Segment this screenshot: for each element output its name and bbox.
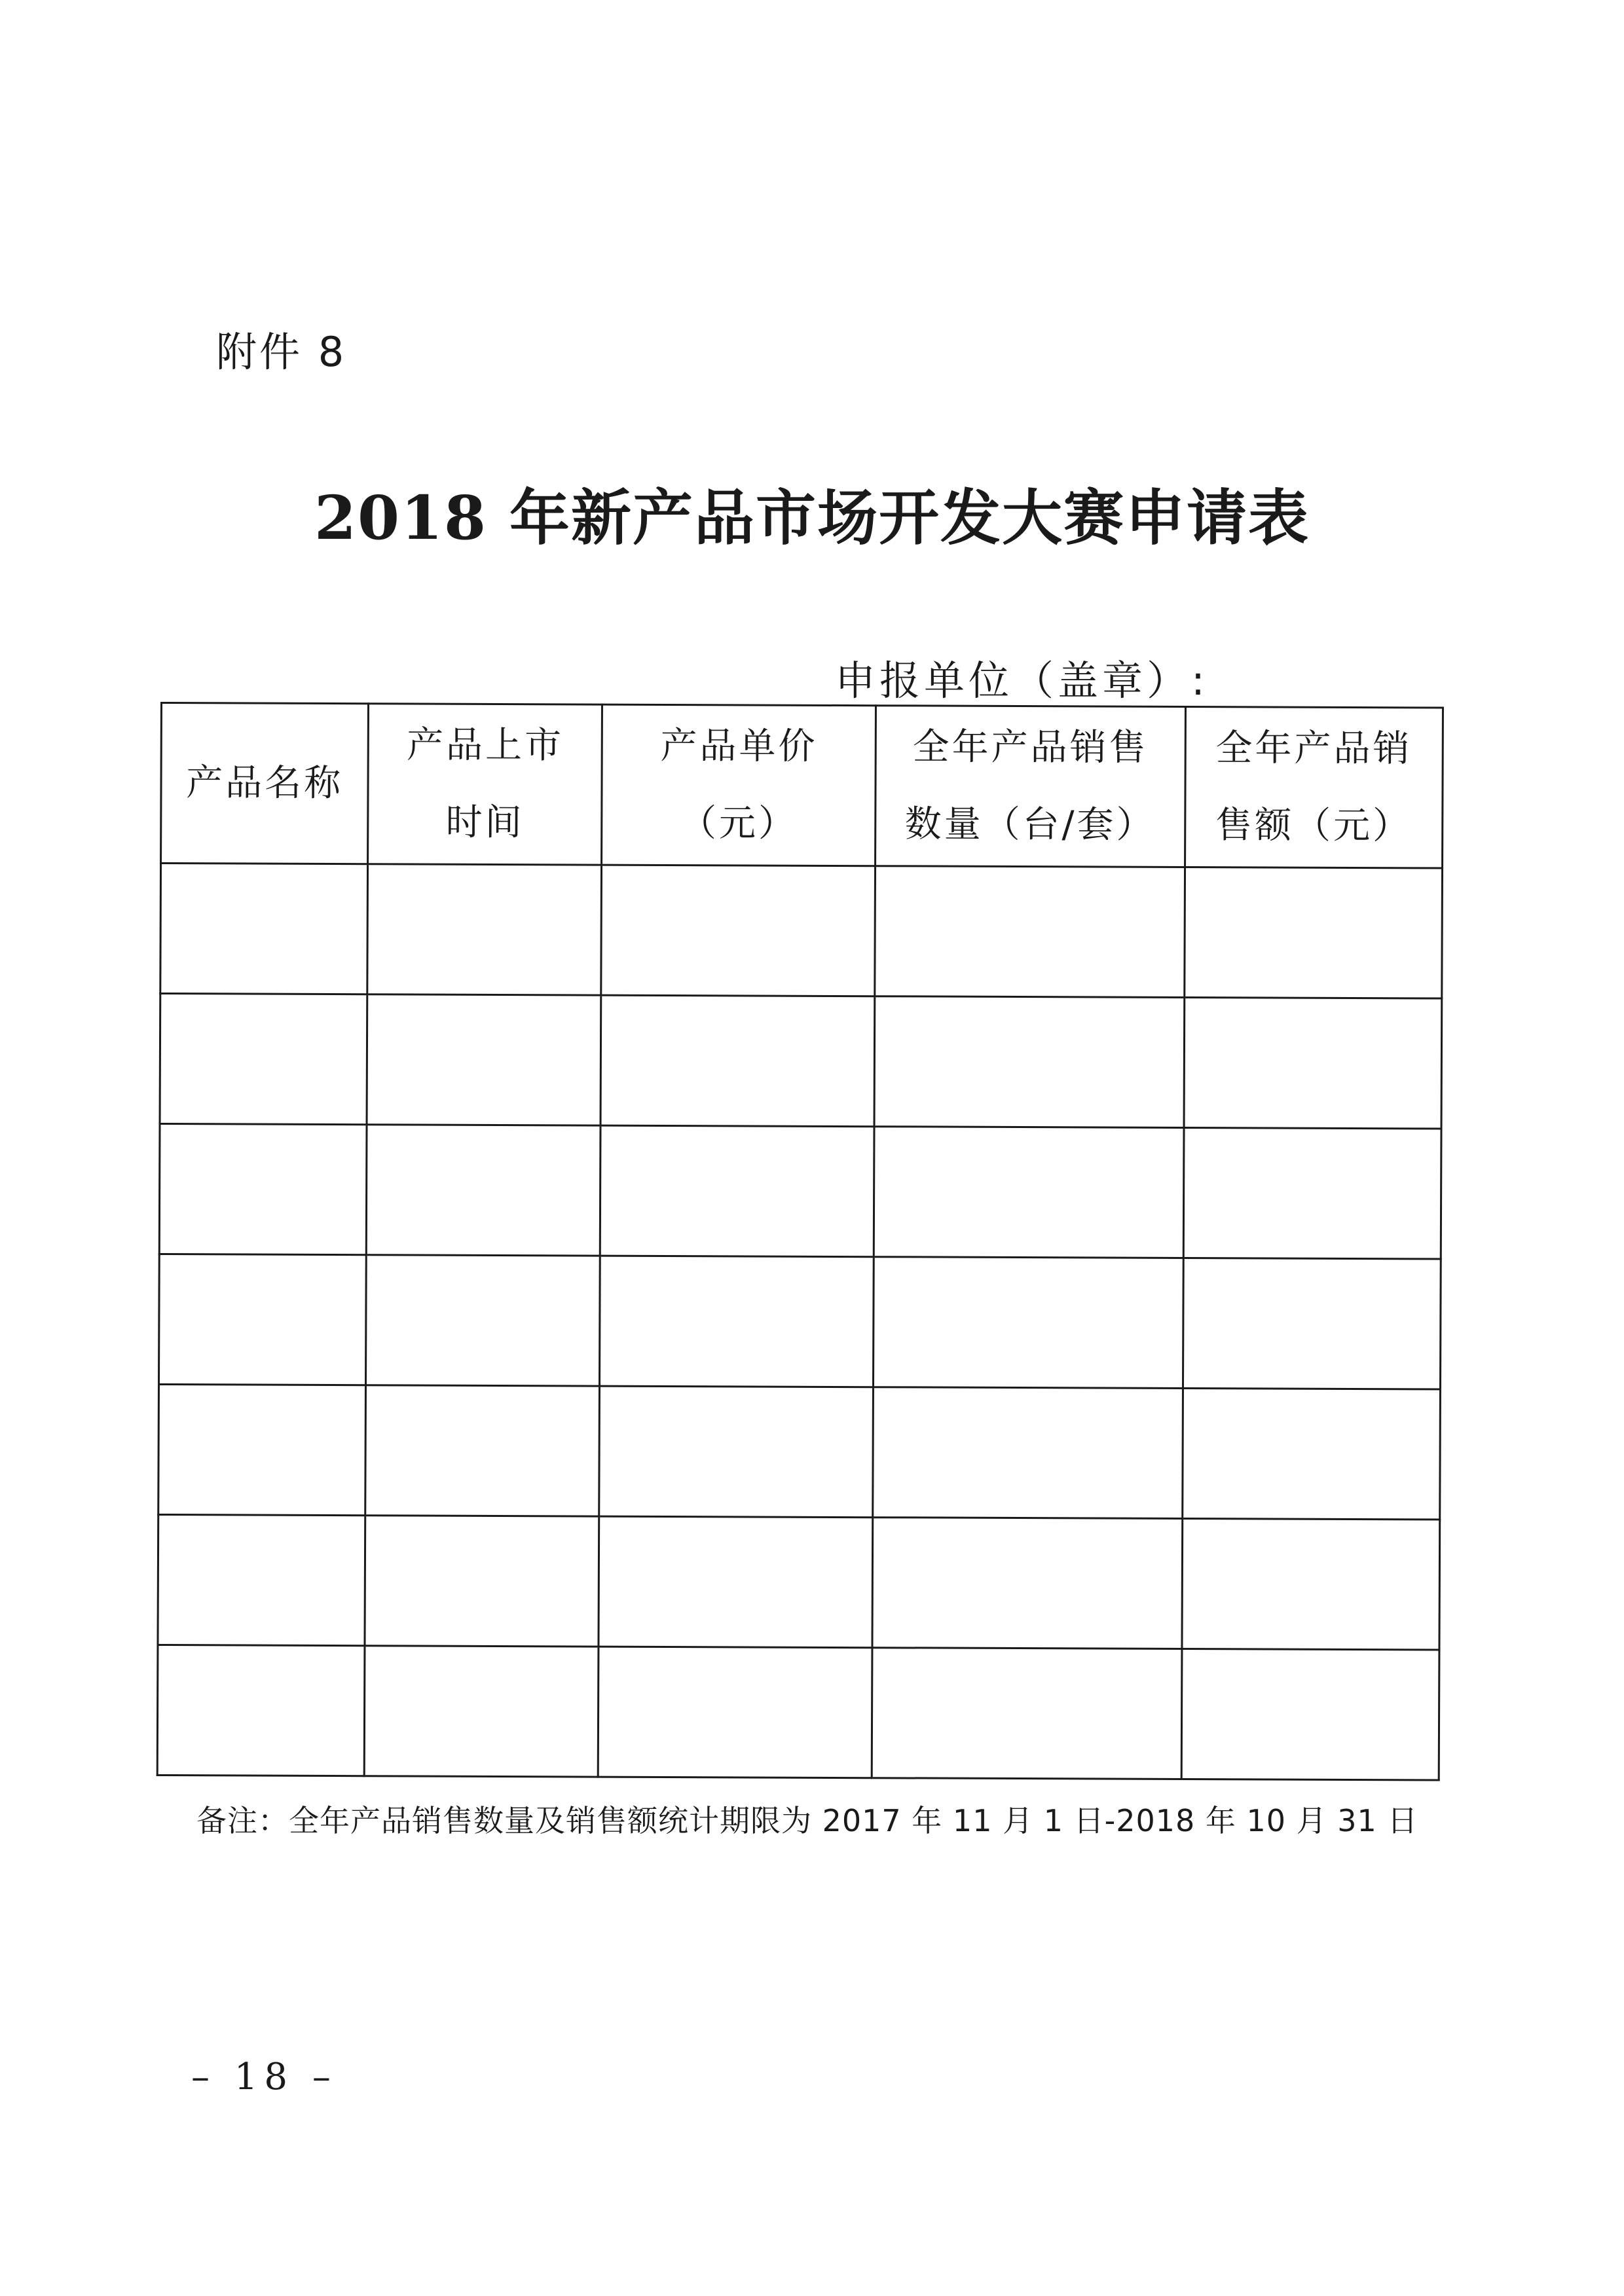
header-line: 产品上市 bbox=[406, 723, 564, 767]
table-cell[interactable] bbox=[600, 1125, 875, 1257]
table-cell[interactable] bbox=[367, 1125, 601, 1256]
table-cell[interactable] bbox=[367, 994, 601, 1125]
document-title: 2018 年新产品市场开发大赛申请表 bbox=[314, 483, 1310, 553]
header-unit-price bbox=[602, 704, 876, 866]
table-cell[interactable] bbox=[365, 1516, 599, 1647]
table-cell[interactable] bbox=[158, 1384, 366, 1515]
header-line: 数量（台/套） bbox=[904, 803, 1156, 847]
header-line: 全年产品销售 bbox=[912, 725, 1149, 769]
table-row bbox=[158, 1514, 1440, 1650]
table-cell[interactable] bbox=[600, 1256, 874, 1387]
table-cell[interactable] bbox=[598, 1647, 872, 1778]
table-cell[interactable] bbox=[158, 1254, 366, 1385]
table-cell[interactable] bbox=[873, 1387, 1183, 1519]
header-line: 产品名称 bbox=[186, 761, 344, 805]
table-row bbox=[158, 1384, 1441, 1520]
table-cell[interactable] bbox=[600, 995, 875, 1127]
table-cell[interactable] bbox=[365, 1646, 599, 1777]
table-cell[interactable] bbox=[874, 1127, 1183, 1258]
table-cell[interactable] bbox=[367, 864, 602, 995]
header-line: 时间 bbox=[445, 801, 525, 845]
page-number: – 18 – bbox=[191, 2056, 337, 2098]
table-row bbox=[157, 1645, 1439, 1780]
table-cell[interactable] bbox=[158, 1514, 365, 1645]
table-cell[interactable] bbox=[160, 994, 367, 1125]
table-row bbox=[160, 994, 1442, 1129]
header-line: 售额（元） bbox=[1215, 804, 1412, 848]
application-form-table bbox=[157, 702, 1444, 1781]
attachment-label: 附件 8 bbox=[216, 328, 347, 376]
table-cell[interactable] bbox=[1183, 1258, 1441, 1390]
table-cell[interactable] bbox=[874, 996, 1184, 1128]
header-annual-sales-quantity bbox=[876, 706, 1185, 867]
table-cell[interactable] bbox=[1184, 998, 1442, 1129]
table-cell[interactable] bbox=[601, 865, 876, 996]
table-row bbox=[158, 1254, 1441, 1389]
table-cell[interactable] bbox=[1183, 1128, 1441, 1260]
table-cell[interactable] bbox=[599, 1516, 873, 1648]
table-cell[interactable] bbox=[872, 1518, 1182, 1649]
applicant-unit-label: 申报单位（盖章）: bbox=[835, 657, 1209, 704]
table-cell[interactable] bbox=[157, 1645, 365, 1776]
header-launch-time bbox=[368, 704, 602, 865]
table-cell[interactable] bbox=[1184, 867, 1442, 999]
table-header-row bbox=[161, 703, 1443, 869]
table-cell[interactable] bbox=[160, 864, 368, 994]
header-product-name bbox=[161, 703, 369, 864]
table-cell[interactable] bbox=[1182, 1389, 1440, 1520]
table-cell[interactable] bbox=[1181, 1649, 1439, 1780]
table-cell[interactable] bbox=[366, 1255, 600, 1386]
header-line: 产品单价 bbox=[660, 724, 818, 768]
footnote: 备注：全年产品销售数量及销售额统计期限为 2017 年 11 月 1 日-2018 年 10 月 31 日 bbox=[196, 1803, 1418, 1838]
table-cell[interactable] bbox=[1182, 1519, 1440, 1650]
table-cell[interactable] bbox=[599, 1386, 874, 1518]
table-cell[interactable] bbox=[872, 1648, 1181, 1779]
table-cell[interactable] bbox=[875, 866, 1185, 998]
table-cell[interactable] bbox=[874, 1257, 1183, 1389]
table-cell[interactable] bbox=[365, 1385, 600, 1516]
table-row bbox=[160, 864, 1443, 999]
header-line: （元） bbox=[679, 802, 798, 845]
table-row bbox=[159, 1124, 1441, 1260]
header-line: 全年产品销 bbox=[1215, 727, 1412, 771]
table-cell[interactable] bbox=[159, 1124, 367, 1255]
header-annual-sales-amount bbox=[1185, 707, 1443, 869]
